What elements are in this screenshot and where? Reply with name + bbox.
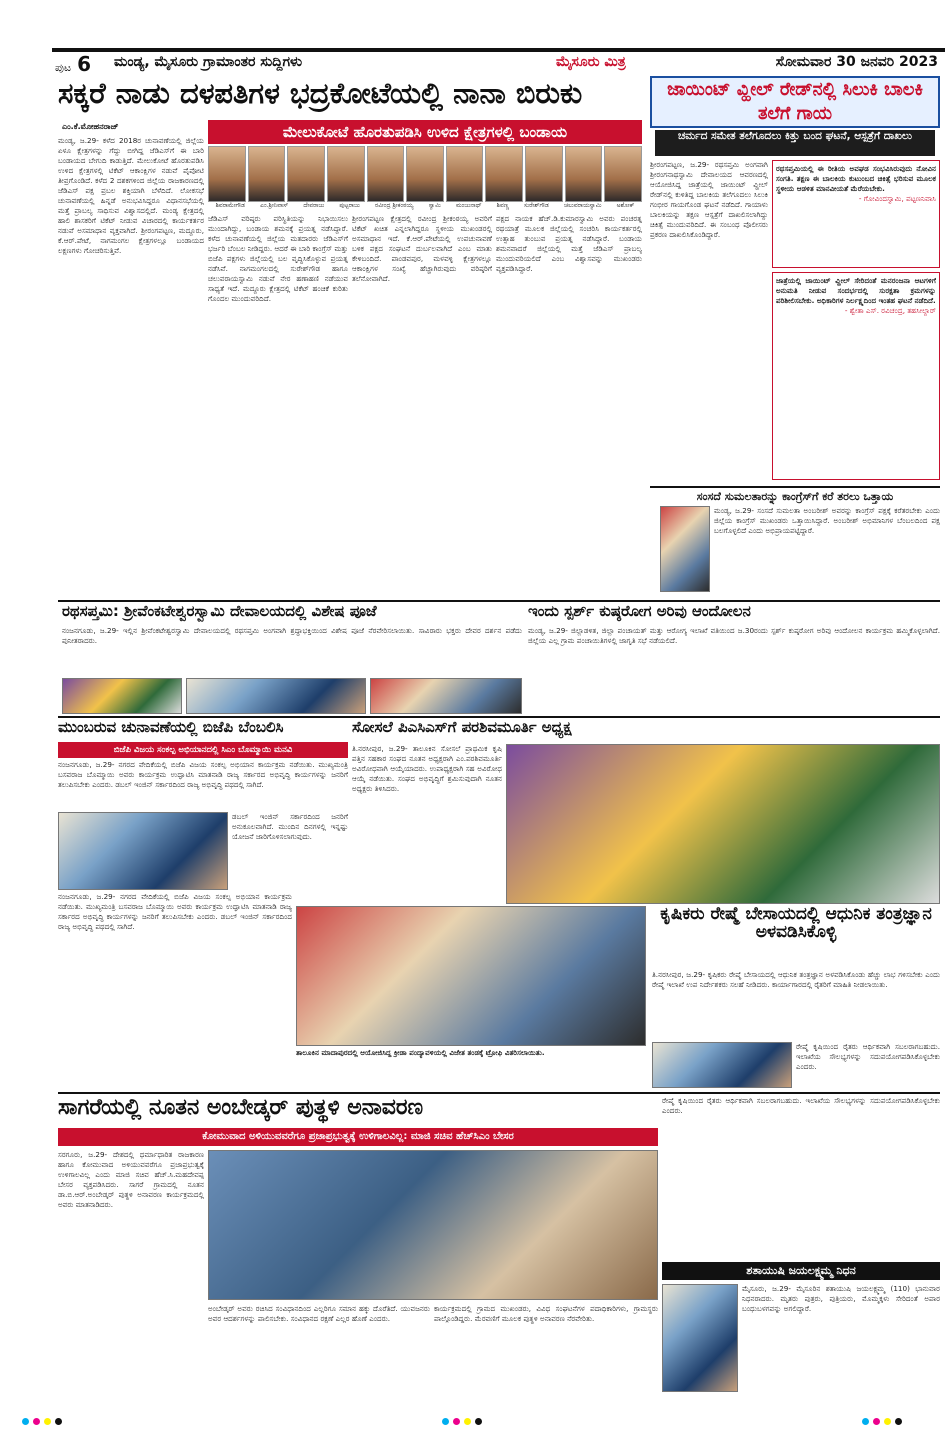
bjp-body: ನಂಜನಗೂಡು, ಜ.29- ನಗರದ ವೇದಿಕೆಯಲ್ಲಿ ಬಿಜೆಪಿ ವಿಜಯ ಸಂಕಲ್ಪ ಅಭಿಯಾನ ಕಾರ್ಯಕ್ರಮ ನಡೆಯಿತು. ಮುಖ್ಯಮಂತ್ರಿ ಬಸವರಾಜ ಬೊಮ್ಮಾಯಿ ಅವರು ಕಾರ್ಯಕ್ರಮ ಉದ್ಘಾಟಿಸಿ ಮಾತನಾಡಿ ರಾಜ್ಯ ಸರ್ಕಾರದ ಅಭಿವೃದ್ಧಿ ಕಾರ್ಯಗಳನ್ನು ಜನರಿಗೆ ತಲುಪಿಸಬೇಕು ಎಂದರು. ಡಬಲ್ ಇಂಜಿನ್ ಸರ್ಕಾರದಿಂದ ರಾಜ್ಯ ಅಭಿವೃದ್ಧಿ ಪಥದಲ್ಲಿ ಸಾಗಿದೆ.	[58, 760, 348, 789]
temple-photo	[370, 678, 522, 714]
lead-column-2: ಜೆಡಿಎಸ್ ವರಿಷ್ಠರು ಪರಿಸ್ಥಿತಿಯನ್ನು ನಿಭಾಯಿಸಲು ಮುಂದಾಗಿದ್ದು, ಬಂಡಾಯ ಶಮನಕ್ಕೆ ಪ್ರಯತ್ನ ನಡೆಸಿದ್ದಾರೆ. ಕಳೆದ ಚುನಾವಣೆಯಲ್ಲಿ ಜಿಲ್ಲೆಯ ಮತದಾರರು ಜೆಡಿಎಸ್‌ಗೆ ಭರ್ಜರಿ ಬೆಂಬಲ ನೀಡಿದ್ದರು. ಆದರೆ ಈ ಬಾರಿ ಕಾಂಗ್ರೆಸ್ ಮತ್ತು ಬಿಜೆಪಿ ಪಕ್ಷಗಳು ಜಿಲ್ಲೆಯಲ್ಲಿ ಬಲ ವೃದ್ಧಿಸಿಕೊಳ್ಳುವ ಪ್ರಯತ್ನ ನಡೆಸಿವೆ. ನಾಗಮಂಗಲದಲ್ಲಿ ಸುರೇಶ್‌ಗೌಡ ಹಾಗೂ ಚಲುವರಾಯಸ್ವಾಮಿ ನಡುವೆ ನೇರ ಹಣಾಹಣಿ ನಡೆಯುವ ಸಾಧ್ಯತೆ ಇದೆ. ಮದ್ದೂರು ಕ್ಷೇತ್ರದಲ್ಲಿ ಟಿಕೆಟ್ ಹಂಚಿಕೆ ಕುರಿತು ಗೊಂದಲ ಮುಂದುವರಿದಿದೆ.	[208, 214, 348, 303]
sosale-group-photo	[506, 744, 940, 904]
leader-photo	[525, 146, 563, 202]
leader-name: ಪುಟ್ಟರಾಜು	[339, 202, 360, 209]
quote-signature: - ಗೋವಿಂದಸ್ವಾಮಿ, ಪಟ್ಟಣನಿವಾಸಿ	[858, 194, 936, 203]
ambedkar-event-photo	[208, 1150, 658, 1300]
bjp-side-text: ಡಬಲ್ ಇಂಜಿನ್ ಸರ್ಕಾರದಿಂದ ಜನರಿಗೆ ಅನುಕೂಲವಾಗಿದೆ. ಮುಂದಿನ ದಿನಗಳಲ್ಲಿ ಇನ್ನಷ್ಟು ಯೋಜನೆ ಜಾರಿಗೊಳಿಸಲಾಗುವುದು.	[232, 812, 348, 841]
leader-photo	[604, 146, 642, 202]
sumalatha-photo	[660, 506, 710, 592]
quote-signature: - ಶ್ವೇತಾ ಎಸ್. ರವಿಚಂದ್ರ, ತಹಸೀಲ್ದಾರ್	[844, 306, 936, 315]
obit-headline: ಶತಾಯುಷಿ ಜಯಲಕ್ಷ್ಮಮ್ಮ ನಿಧನ	[662, 1262, 940, 1280]
obit-photo	[662, 1284, 738, 1392]
temple-photo	[62, 678, 182, 714]
silk-photo	[652, 1042, 792, 1088]
brand-name: ಮೈಸೂರು ಮಿತ್ರ	[556, 54, 626, 70]
leader-photo	[208, 146, 246, 202]
ambedkar-body-3: ಕಾರ್ಯಕ್ರಮದಲ್ಲಿ ಗ್ರಾಮದ ಮುಖಂಡರು, ವಿವಿಧ ಸಂಘಟನೆಗಳ ಪದಾಧಿಕಾರಿಗಳು, ಗ್ರಾಮಸ್ಥರು ಪಾಲ್ಗೊಂಡಿದ್ದರು. ಮೆರವಣಿಗೆ ಮೂಲಕ ಪುತ್ಥಳಿ ಅನಾವರಣ ನೆರವೇರಿತು.	[434, 1304, 658, 1323]
wheel-quote-1	[772, 160, 940, 268]
wheel-headline: ಜಾಯಿಂಟ್ ವ್ಹೀಲ್ ರೇಡ್‌ನಲ್ಲಿ ಸಿಲುಕಿ ಬಾಲಕಿ ತಲೆಗೆ ಗಾಯ	[650, 76, 940, 128]
bjp-rally-photo	[58, 812, 228, 890]
lead-column-3: ಶ್ರೀರಂಗಪಟ್ಟಣ ಕ್ಷೇತ್ರದಲ್ಲಿ ರವೀಂದ್ರ ಶ್ರೀಕಂಠಯ್ಯ ಅವರಿಗೆ ಟಿಕೆಟ್ ಖಚಿತ ಎನ್ನಲಾಗಿದ್ದರೂ ಸ್ಥಳೀಯ ಮುಖಂಡರಲ್ಲಿ ಅಸಮಾಧಾನ ಇದೆ. ಕೆ.ಆರ್.ಪೇಟೆಯಲ್ಲಿ ಉಪಚುನಾವಣೆ ಬಳಿಕ ಪಕ್ಷದ ಸಂಘಟನೆ ದುರ್ಬಲವಾಗಿದೆ ಎಂಬ ಮಾತು ಕೇಳಿಬಂದಿದೆ. ಪಾಂಡವಪುರ, ಮಳವಳ್ಳಿ ಕ್ಷೇತ್ರಗಳಲ್ಲೂ ಆಕಾಂಕ್ಷಿಗಳ ಸಂಖ್ಯೆ ಹೆಚ್ಚಾಗಿರುವುದು ವರಿಷ್ಠರಿಗೆ ತಲೆನೋವಾಗಿದೆ.	[352, 214, 492, 283]
leader-photo	[446, 146, 484, 202]
tournament-photo	[296, 906, 646, 1046]
wheel-quote-2	[772, 272, 940, 480]
leader-photo	[485, 146, 523, 202]
lead-column-1: ಮಂಡ್ಯ, ಜ.29- ಕಳೆದ 2018ರ ಚುನಾವಣೆಯಲ್ಲಿ ಜಿಲ್ಲೆಯ ಏಳೂ ಕ್ಷೇತ್ರಗಳನ್ನು ಗೆದ್ದು ಬೀಗಿದ್ದ ಜೆಡಿಎಸ್‌ಗೆ ಈ ಬಾರಿ ಬಂಡಾಯದ ಬೇಗುದಿ ಕಾಡುತ್ತಿದೆ. ಮೇಲುಕೋಟೆ ಹೊರತುಪಡಿಸಿ ಉಳಿದ ಕ್ಷೇತ್ರಗಳಲ್ಲಿ ಟಿಕೆಟ್ ಆಕಾಂಕ್ಷಿಗಳ ನಡುವೆ ಪೈಪೋಟಿ ತೀವ್ರಗೊಂಡಿದೆ. ಕಳೆದ 2 ದಶಕಗಳಿಂದ ಜಿಲ್ಲೆಯ ರಾಜಕಾರಣದಲ್ಲಿ ಜೆಡಿಎಸ್ ಪಕ್ಷ ಪ್ರಬಲ ಶಕ್ತಿಯಾಗಿ ಬೆಳೆದಿದೆ. ಲೋಕಸಭೆ ಚುನಾವಣೆಯಲ್ಲಿ ಹಿನ್ನಡೆ ಅನುಭವಿಸಿದ್ದರೂ ವಿಧಾನಸಭೆಯಲ್ಲಿ ಮತ್ತೆ ಪ್ರಾಬಲ್ಯ ಸಾಧಿಸುವ ವಿಶ್ವಾಸದಲ್ಲಿದೆ. ಮಂಡ್ಯ ಕ್ಷೇತ್ರದಲ್ಲಿ ಹಾಲಿ ಶಾಸಕರಿಗೆ ಟಿಕೆಟ್ ನೀಡುವ ವಿಚಾರದಲ್ಲಿ ಕಾರ್ಯಕರ್ತರ ನಡುವೆ ಅಸಮಾಧಾನ ವ್ಯಕ್ತವಾಗಿದೆ. ಶ್ರೀರಂಗಪಟ್ಟಣ, ಮದ್ದೂರು, ಕೆ.ಆರ್.ಪೇಟೆ, ನಾಗಮಂಗಲ ಕ್ಷೇತ್ರಗಳಲ್ಲೂ ಬಂಡಾಯದ ಲಕ್ಷಣಗಳು ಗೋಚರಿಸುತ್ತಿವೆ.	[58, 136, 204, 255]
ambedkar-body: ಸರಗೂರು, ಜ.29- ದೇಶದಲ್ಲಿ ಧರ್ಮಾಧಾರಿತ ರಾಜಕಾರಣ ಹಾಗೂ ಕೋಮುವಾದ ಅಳಿಯುವವರೆಗೂ ಪ್ರಜಾಪ್ರಭುತ್ವಕ್ಕೆ ಉಳಿಗಾಲವಿಲ್ಲ ಎಂದು ಮಾಜಿ ಸಚಿವ ಹೆಚ್.ಸಿ.ಮಹದೇವಪ್ಪ ಬೇಸರ ವ್ಯಕ್ತಪಡಿಸಿದರು. ಸಾಗರೆ ಗ್ರಾಮದಲ್ಲಿ ನೂತನ ಡಾ.ಬಿ.ಆರ್.ಅಂಬೇಡ್ಕರ್ ಪುತ್ಥಳಿ ಅನಾವರಣ ಕಾರ್ಯಕ್ರಮದಲ್ಲಿ ಅವರು ಮಾತನಾಡಿದರು.	[58, 1150, 204, 1209]
lead-byline: ಎಂ.ಕೆ.ಮೋಹನರಾಜ್	[62, 122, 119, 131]
sosale-body: ತಿ.ನರಸೀಪುರ, ಜ.29- ತಾಲೂಕಿನ ಸೋಸಲೆ ಪ್ರಾಥಮಿಕ ಕೃಷಿ ಪತ್ತಿನ ಸಹಕಾರ ಸಂಘದ ನೂತನ ಅಧ್ಯಕ್ಷರಾಗಿ ಎಂ.ಪರಶಿವಮೂರ್ತಿ ಅವಿರೋಧವಾಗಿ ಆಯ್ಕೆಯಾದರು. ಉಪಾಧ್ಯಕ್ಷರಾಗಿ ಸಹ ಅವಿರೋಧ ಆಯ್ಕೆ ನಡೆಯಿತು. ಸಂಘದ ಅಭಿವೃದ್ಧಿಗೆ ಶ್ರಮಿಸುವುದಾಗಿ ನೂತನ ಅಧ್ಯಕ್ಷರು ತಿಳಿಸಿದರು.	[352, 744, 502, 793]
leader-name: ಎಂ.ಶ್ರೀನಿವಾಸ್	[260, 202, 289, 209]
tournament-caption: ತಾಲೂಕಿನ ಮಾದಾಪುರದಲ್ಲಿ ಆಯೋಜಿಸಿದ್ದ ಕ್ರೀಡಾ ಪಂದ್ಯಾವಳಿಯಲ್ಲಿ ವಿಜೇತ ತಂಡಕ್ಕೆ ಟ್ರೋಫಿ ವಿತರಿಸಲಾಯಿತು.	[296, 1048, 545, 1057]
divider	[58, 1092, 940, 1094]
color-registration-dots	[860, 1410, 904, 1429]
ambedkar-body-2: ಅಂಬೇಡ್ಕರ್ ಅವರು ರಚಿಸಿದ ಸಂವಿಧಾನದಿಂದ ಎಲ್ಲರಿಗೂ ಸಮಾನ ಹಕ್ಕು ದೊರೆತಿದೆ. ಯುವಜನರು ಅವರ ಆದರ್ಶಗಳನ್ನು ಪಾಲಿಸಬೇಕು. ಸಂವಿಧಾನದ ರಕ್ಷಣೆ ಎಲ್ಲರ ಹೊಣೆ ಎಂದರು.	[208, 1304, 430, 1323]
issue-date: ಸೋಮವಾರ 30 ಜನವರಿ 2023	[775, 54, 938, 70]
sumalatha-body: ಮಂಡ್ಯ, ಜ.29- ಸಂಸದೆ ಸುಮಲತಾ ಅಂಬರೀಶ್ ಅವರನ್ನು ಕಾಂಗ್ರೆಸ್ ಪಕ್ಷಕ್ಕೆ ಕರೆತರಬೇಕು ಎಂದು ಜಿಲ್ಲೆಯ ಕಾಂಗ್ರೆಸ್ ಮುಖಂಡರು ಒತ್ತಾಯಿಸಿದ್ದಾರೆ. ಅಂಬರೀಶ್ ಅಭಿಮಾನಿಗಳ ಬೆಂಬಲದಿಂದ ಪಕ್ಷ ಬಲಗೊಳ್ಳಲಿದೆ ಎಂದು ಅಭಿಪ್ರಾಯಪಟ್ಟಿದ್ದಾರೆ.	[714, 506, 940, 535]
rathasaptami-body: ನಂಜನಗೂಡು, ಜ.29- ಇಲ್ಲಿನ ಶ್ರೀವೆಂಕಟೇಶ್ವರಸ್ವಾಮಿ ದೇವಾಲಯದಲ್ಲಿ ರಥಸಪ್ತಮಿ ಅಂಗವಾಗಿ ಶ್ರದ್ಧಾಭಕ್ತಿಯಿಂದ ವಿಶೇಷ ಪೂಜೆ ನೆರವೇರಿಸಲಾಯಿತು. ಸಾವಿರಾರು ಭಕ್ತರು ದೇವರ ದರ್ಶನ ಪಡೆದು ಪುನೀತರಾದರು.	[62, 626, 522, 645]
page-number: 6	[77, 52, 92, 76]
silk-body-2: ರೇಷ್ಮೆ ಕೃಷಿಯಿಂದ ರೈತರು ಆರ್ಥಿಕವಾಗಿ ಸಬಲರಾಗಬಹುದು. ಇಲಾಖೆಯ ಸೌಲಭ್ಯಗಳನ್ನು ಸದುಪಯೋಗಪಡಿಸಿಕೊಳ್ಳಬೇಕು ಎಂದರು.	[796, 1042, 940, 1071]
section-title: ಮಂಡ್ಯ, ಮೈಸೂರು ಗ್ರಾಮಾಂತರ ಸುದ್ದಿಗಳು	[114, 54, 303, 70]
lead-column-4: ಪಕ್ಷದ ನಾಯಕ ಹೆಚ್.ಡಿ.ಕುಮಾರಸ್ವಾಮಿ ಅವರು ಪಂಚರತ್ನ ರಥಯಾತ್ರೆ ಮೂಲಕ ಜಿಲ್ಲೆಯಲ್ಲಿ ಸಂಚರಿಸಿ ಕಾರ್ಯಕರ್ತರಲ್ಲಿ ಉತ್ಸಾಹ ತುಂಬುವ ಪ್ರಯತ್ನ ನಡೆಸಿದ್ದಾರೆ. ಬಂಡಾಯ ಶಮನವಾದರೆ ಜಿಲ್ಲೆಯಲ್ಲಿ ಮತ್ತೆ ಜೆಡಿಎಸ್ ಪ್ರಾಬಲ್ಯ ಮುಂದುವರಿಯಲಿದೆ ಎಂಬ ವಿಶ್ವಾಸವನ್ನು ಮುಖಂಡರು ವ್ಯಕ್ತಪಡಿಸಿದ್ದಾರೆ.	[496, 214, 642, 273]
wheel-subhead: ಚರ್ಮದ ಸಮೇತ ತಲೆಗೂದಲು ಕಿತ್ತು ಬಂದ ಘಟನೆ, ಆಸ್ಪತ್ರೆಗೆ ದಾಖಲು	[655, 130, 935, 156]
bjp-body-continued: ನಂಜನಗೂಡು, ಜ.29- ನಗರದ ವೇದಿಕೆಯಲ್ಲಿ ಬಿಜೆಪಿ ವಿಜಯ ಸಂಕಲ್ಪ ಅಭಿಯಾನ ಕಾರ್ಯಕ್ರಮ ನಡೆಯಿತು. ಮುಖ್ಯಮಂತ್ರಿ ಬಸವರಾಜ ಬೊಮ್ಮಾಯಿ ಅವರು ಕಾರ್ಯಕ್ರಮ ಉದ್ಘಾಟಿಸಿ ಮಾತನಾಡಿ ರಾಜ್ಯ ಸರ್ಕಾರದ ಅಭಿವೃದ್ಧಿ ಕಾರ್ಯಗಳನ್ನು ಜನರಿಗೆ ತಲುಪಿಸಬೇಕು ಎಂದರು. ಡಬಲ್ ಇಂಜಿನ್ ಸರ್ಕಾರದಿಂದ ರಾಜ್ಯ ಅಭಿವೃದ್ಧಿ ಪಥದಲ್ಲಿ ಸಾಗಿದೆ.	[58, 892, 292, 931]
bjp-headline: ಮುಂಬರುವ ಚುನಾವಣೆಯಲ್ಲಿ ಬಿಜೆಪಿ ಬೆಂಬಲಿಸಿ	[58, 718, 284, 736]
leader-photo	[248, 146, 286, 202]
sosale-headline: ಸೋಸಲೆ ಪಿಎಸಿಎಸ್‌ಗೆ ಪರಶಿವಮೂರ್ತಿ ಅಧ್ಯಕ್ಷ	[352, 718, 572, 736]
sumalatha-headline: ಸಂಸದೆ ಸುಮಲತಾರನ್ನು ಕಾಂಗ್ರೆಸ್‌ಗೆ ಕರೆ ತರಲು ಒತ್ತಾಯ	[650, 486, 940, 504]
ambedkar-headline: ಸಾಗರೆಯಲ್ಲಿ ನೂತನ ಅಂಬೇಡ್ಕರ್ ಪುತ್ಥಳಿ ಅನಾವರಣ	[58, 1095, 424, 1120]
leader-photo	[367, 146, 405, 202]
leader-name: ರವೀಂದ್ರ ಶ್ರೀಕಂಠಯ್ಯ	[375, 202, 414, 209]
page-number-box	[55, 52, 111, 76]
leader-name: ಸುರೇಶ್‌ಗೌಡ	[524, 202, 549, 209]
bjp-subhead: ಬಿಜೆಪಿ ವಿಜಯ ಸಂಕಲ್ಪ ಅಭಿಯಾನದಲ್ಲಿ ಸಿಎಂ ಬೊಮ್ಮಾಯಿ ಮನವಿ	[58, 742, 348, 758]
print-registration-bar	[0, 1404, 945, 1424]
lead-subhead: ಮೇಲುಕೋಟೆ ಹೊರತುಪಡಿಸಿ ಉಳಿದ ಕ್ಷೇತ್ರಗಳಲ್ಲಿ ಬಂಡಾಯ	[208, 120, 642, 144]
sparsh-body: ಮಂಡ್ಯ, ಜ.29- ಜಿಲ್ಲಾಡಳಿತ, ಜಿಲ್ಲಾ ಪಂಚಾಯತ್ ಮತ್ತು ಆರೋಗ್ಯ ಇಲಾಖೆ ವತಿಯಿಂದ ಜ.30ರಂದು ಸ್ಪರ್ಶ್ ಕುಷ್ಠರೋಗ ಅರಿವು ಆಂದೋಲನ ಕಾರ್ಯಕ್ರಮ ಹಮ್ಮಿಕೊಳ್ಳಲಾಗಿದೆ. ಜಿಲ್ಲೆಯ ಎಲ್ಲ ಗ್ರಾಮ ಪಂಚಾಯಿತಿಗಳಲ್ಲಿ ಜಾಗೃತಿ ಸಭೆ ನಡೆಯಲಿದೆ.	[528, 626, 940, 645]
leader-photo	[327, 146, 365, 202]
page-header	[0, 0, 945, 76]
temple-photo	[186, 678, 366, 714]
silk-headline: ಕೃಷಿಕರು ರೇಷ್ಮೆ ಬೇಸಾಯದಲ್ಲಿ ಆಧುನಿಕ ತಂತ್ರಜ್ಞಾನ ಅಳವಡಿಸಿಕೊಳ್ಳಿ	[660, 904, 932, 942]
leader-photo	[406, 146, 444, 202]
lead-headline: ಸಕ್ಕರೆ ನಾಡು ದಳಪತಿಗಳ ಭದ್ರಕೋಟೆಯಲ್ಲಿ ನಾನಾ ಬಿರುಕು	[58, 76, 583, 110]
silk-body: ತಿ.ನರಸೀಪುರ, ಜ.29- ಕೃಷಿಕರು ರೇಷ್ಮೆ ಬೇಸಾಯದಲ್ಲಿ ಆಧುನಿಕ ತಂತ್ರಜ್ಞಾನ ಅಳವಡಿಸಿಕೊಂಡು ಹೆಚ್ಚು ಲಾಭ ಗಳಿಸಬೇಕು ಎಂದು ರೇಷ್ಮೆ ಇಲಾಖೆ ಉಪ ನಿರ್ದೇಶಕರು ಸಲಹೆ ನೀಡಿದರು. ಕಾರ್ಯಾಗಾರದಲ್ಲಿ ರೈತರಿಗೆ ಮಾಹಿತಿ ನೀಡಲಾಯಿತು.	[652, 970, 940, 989]
leader-photos	[208, 146, 642, 202]
leader-name: ಸ್ವಾಮಿ	[428, 202, 441, 209]
leader-name: ದೇವರಾಜು	[303, 202, 325, 209]
quote-text: ಜಾತ್ರೆಯಲ್ಲಿ ಜಾಯಿಂಟ್ ವ್ಹೀಲ್ ಸೇರಿದಂತೆ ಮನರಂಜನಾ ಆಟಗಳಿಗೆ ಅನುಮತಿ ನೀಡುವ ಸಂದರ್ಭದಲ್ಲಿ ಸುರಕ್ಷತಾ ಕ್ರಮಗಳನ್ನು ಪರಿಶೀಲಿಸಬೇಕು. ಅಧಿಕಾರಿಗಳ ನಿರ್ಲಕ್ಷ್ಯದಿಂದ ಇಂತಹ ಘಟನೆ ನಡೆದಿದೆ.	[776, 276, 936, 305]
wheel-body: ಶ್ರೀರಂಗಪಟ್ಟಣ, ಜ.29- ರಥಸಪ್ತಮಿ ಅಂಗವಾಗಿ ಶ್ರೀರಂಗನಾಥಸ್ವಾಮಿ ದೇವಾಲಯದ ಆವರಣದಲ್ಲಿ ಆಯೋಜಿಸಿದ್ದ ಜಾತ್ರೆಯಲ್ಲಿ ಜಾಯಿಂಟ್ ವ್ಹೀಲ್ ರೇಡ್‌ನಲ್ಲಿ ಕುಳಿತಿದ್ದ ಬಾಲಕಿಯ ತಲೆಗೂದಲು ಸಿಲುಕಿ ಗಂಭೀರ ಗಾಯಗೊಂಡ ಘಟನೆ ನಡೆದಿದೆ. ಗಾಯಾಳು ಬಾಲಕಿಯನ್ನು ತಕ್ಷಣ ಆಸ್ಪತ್ರೆಗೆ ದಾಖಲಿಸಲಾಗಿದ್ದು ಚಿಕಿತ್ಸೆ ಮುಂದುವರಿದಿದೆ. ಈ ಸಂಬಂಧ ಪೊಲೀಸರು ಪ್ರಕರಣ ದಾಖಲಿಸಿಕೊಂಡಿದ್ದಾರೆ.	[650, 160, 768, 239]
leader-name: ಮಂಜುನಾಥ್	[455, 202, 482, 209]
leader-name: ಶಿವಣ್ಣ	[496, 202, 509, 209]
page-label: ಪುಟ	[55, 61, 72, 74]
leader-name: ಅಶೋಕ್	[616, 202, 635, 209]
ambedkar-subhead: ಕೋಮುವಾದ ಅಳಿಯುವವರೆಗೂ ಪ್ರಜಾಪ್ರಭುತ್ವಕ್ಕೆ ಉಳಿಗಾಲವಿಲ್ಲ: ಮಾಜಿ ಸಚಿವ ಹೆಚ್‌ಸಿಎಂ ಬೇಸರ	[58, 1128, 658, 1146]
leader-name: ಶಿವರಾಮೇಗೌಡ	[215, 202, 245, 209]
sparsh-headline: ಇಂದು ಸ್ಪರ್ಶ್ ಕುಷ್ಠರೋಗ ಅರಿವು ಆಂದೋಲನ	[528, 602, 751, 620]
leader-names	[208, 202, 642, 212]
leader-photo	[287, 146, 325, 202]
obit-body: ಮೈಸೂರು, ಜ.29- ಮೈಸೂರಿನ ಶತಾಯುಷಿ ಜಯಲಕ್ಷ್ಮಮ್ಮ (110) ಭಾನುವಾರ ನಿಧನರಾದರು. ಮೃತರು ಪುತ್ರರು, ಪುತ್ರಿಯರು, ಮೊಮ್ಮಕ್ಕಳು ಸೇರಿದಂತೆ ಅಪಾರ ಬಂಧುಬಳಗವನ್ನು ಅಗಲಿದ್ದಾರೆ.	[742, 1284, 940, 1313]
leader-name: ಚಲುವರಾಯಸ್ವಾಮಿ	[563, 202, 602, 209]
color-registration-dots	[20, 1410, 64, 1429]
quote-text: ರಥಸಪ್ತಮಿಯಲ್ಲಿ ಈ ರೀತಿಯ ಅವಘಡ ಸಂಭವಿಸಿರುವುದು ನೋವಿನ ಸಂಗತಿ. ತಕ್ಷಣ ಈ ಬಾಲಕಿಯ ಕುಟುಂಬದ ಚಿಕಿತ್ಸೆ ಭರಿಸುವ ಮೂಲಕ ಸ್ಥಳೀಯ ಆಡಳಿತ ಮಾನವೀಯತೆ ಮೆರೆಯಬೇಕು.	[776, 164, 936, 193]
rathasaptami-headline: ರಥಸಪ್ತಮಿ: ಶ್ರೀವೆಂಕಟೇಶ್ವರಸ್ವಾಮಿ ದೇವಾಲಯದಲ್ಲಿ ವಿಶೇಷ ಪೂಜೆ	[62, 602, 377, 620]
silk-body-continued: ರೇಷ್ಮೆ ಕೃಷಿಯಿಂದ ರೈತರು ಆರ್ಥಿಕವಾಗಿ ಸಬಲರಾಗಬಹುದು. ಇಲಾಖೆಯ ಸೌಲಭ್ಯಗಳನ್ನು ಸದುಪಯೋಗಪಡಿಸಿಕೊಳ್ಳಬೇಕು ಎಂದರು.	[662, 1096, 940, 1115]
color-registration-dots	[440, 1410, 484, 1429]
leader-photo	[565, 146, 603, 202]
